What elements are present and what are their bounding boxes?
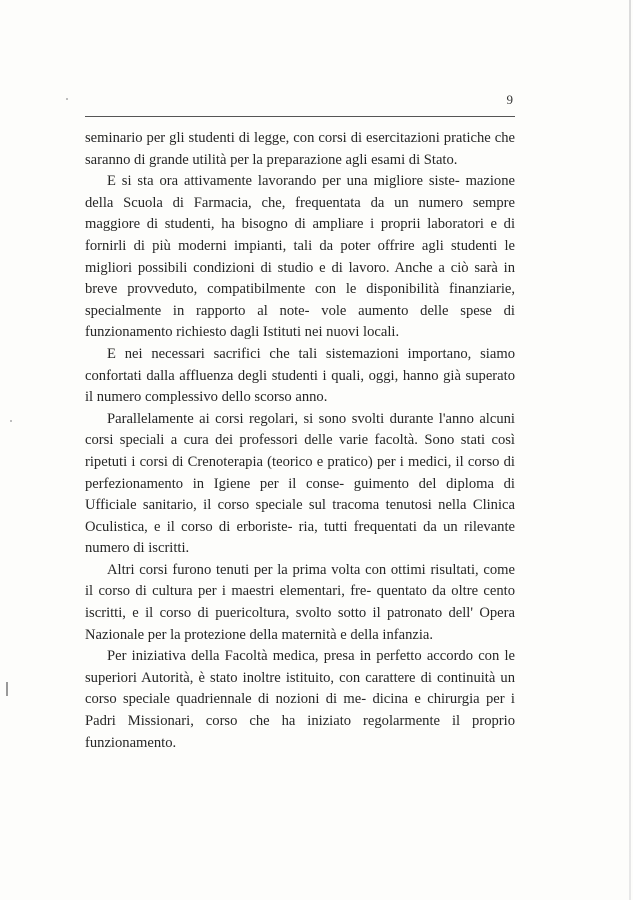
line: tracoma tenutosi nella Clinica Oculistica, e il corso di erboriste- [85, 497, 515, 535]
scan-dot [66, 98, 68, 100]
line: quentato da oltre cento iscritti, e il corso di puericoltura, svolto [85, 583, 515, 622]
line: pratiche che saranno di grande utilità per la preparazione agli [85, 130, 515, 168]
line: con le disponibilità finanziarie, specialmente in rapporto al note- [85, 281, 515, 319]
line: di continuità un corso speciale quadriennale di nozioni di me- [85, 669, 515, 708]
line: E si sta ora attivamente lavorando per una migliore siste- [107, 173, 466, 190]
line: maternità e della infanzia. [281, 626, 434, 643]
line: risultati, come il corso di cultura per i maestri elementari, fre- [85, 561, 515, 600]
line: regolarmente il proprio funzionamento. [85, 713, 515, 751]
line: per i medici, il corso di perfezionamento in Igiene per il conse- [85, 453, 515, 492]
line: alcuni corsi speciali a cura dei professori delle varie facoltà. [85, 410, 515, 449]
paragraph-1 [85, 128, 515, 171]
line: seminario per gli studenti di legge, con corsi di esercitazioni [85, 130, 444, 146]
line: lavoro. Anche a ciò sarà in breve provveduto, compatibilmente [85, 259, 516, 298]
line: E nei necessari sacrifici che tali sistemazioni importano, [107, 345, 481, 362]
line: Per iniziativa della Facoltà medica, presa in perfetto accordo [107, 648, 479, 665]
paragraph-6 [85, 646, 515, 754]
line: sempre maggiore di studenti, ha bisogno di ampliare i proprii [85, 194, 515, 233]
line: guimento del diploma di Ufficiale sanitario, il corso speciale sul [85, 475, 515, 514]
scan-dot [10, 420, 12, 422]
line: Altri corsi furono tenuti per la prima volta con ottimi [107, 561, 431, 578]
line: dicina e chirurgia per i Padri Missionari, corso che ha iniziato [85, 691, 515, 730]
paragraph-2 [85, 171, 515, 344]
line: esami di Stato. [371, 151, 458, 168]
scan-mark [6, 682, 8, 696]
page-edge-shadow [629, 0, 631, 900]
line: nei nuovi locali. [304, 324, 400, 341]
page-number: 9 [506, 92, 513, 107]
line: siamo confortati dalla affluenza degli studenti i quali, oggi, hanno [85, 345, 515, 384]
line: laboratori e di fornirli di più moderni impianti, tali da poter [85, 216, 516, 254]
line: mazione della Scuola di Farmacia, che, frequentata da un numero [85, 173, 515, 211]
line: vole aumento delle spese di funzionamento richiesto dagli Istituti [85, 302, 515, 341]
line: con le superiori Autorità, è stato inoltre istituito, con carattere [85, 648, 515, 686]
line: ria, tutti frequentati da un rilevante numero di iscritti. [85, 518, 516, 557]
paragraph-4 [85, 409, 515, 560]
line: già superato il numero complessivo dello scorso anno. [85, 367, 515, 406]
line: Sono stati così ripetuti i corsi di Crenoterapia (teorico e pratico) [85, 432, 515, 470]
line: sotto il patronato dell' Opera Nazionale per la protezione della [85, 605, 515, 643]
line: Parallelamente ai corsi regolari, si sono svolti durante l'anno [107, 410, 480, 427]
paragraph-5 [85, 560, 515, 646]
running-head [85, 92, 515, 112]
paragraph-3 [85, 344, 515, 409]
line: offrire agli studenti le migliori possibili condizioni di studio e di [85, 237, 515, 276]
body-text [85, 128, 515, 754]
header-rule [85, 116, 515, 117]
